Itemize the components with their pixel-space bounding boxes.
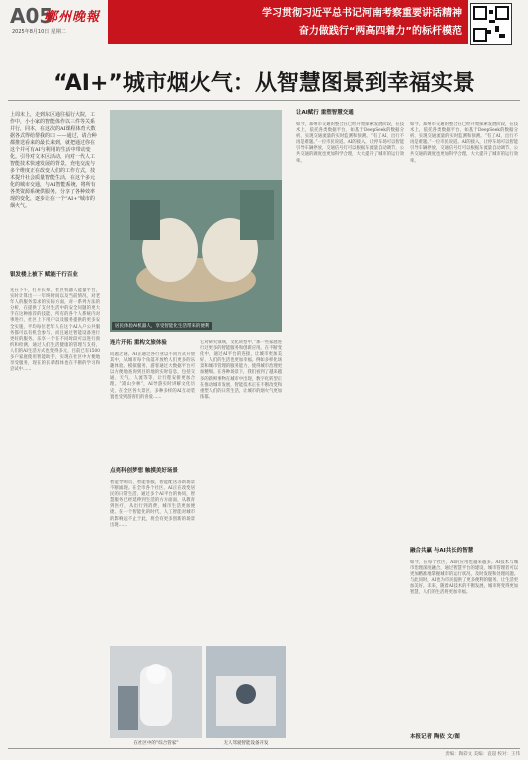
footer-rule: [8, 748, 520, 749]
header-banner: [108, 0, 468, 44]
newspaper-logo: 鄭州晚報: [44, 10, 101, 25]
page-number: A05: [10, 4, 54, 28]
right-subhead-2: 融合共赢 与AI共长的智慧: [410, 548, 474, 554]
mid-subhead-1: 连片开拓 重构文旅体验: [110, 340, 167, 346]
bottom-left-photo: [110, 646, 202, 738]
byline: 本报记者 陶依 文/图: [410, 734, 460, 740]
banner-line-1: 学习贯彻习近平总书记河南考察重要讲话精神: [262, 8, 462, 19]
right-column-body-2: 如今，在每个社区，AI的应用也越来越多。AI技术与城市治理深度融合，通过智慧平台的建设，城市管理者可以更加精准地掌握城市的运行状况，及时发现和处理问题。与此同时，AI也为市民提供了更多便利的服务，让生活更加美好。未来，随着AI技术的不断发展，城市将变得更加智慧，人们的生活将更加幸福。: [410, 560, 518, 596]
bottom-right-caption: 无人驾驶智能设备开发: [223, 741, 269, 746]
banner-line-2: 奋力做践行“两高四着力”的标杆模范: [298, 26, 462, 37]
lead-paragraph: 上周末上，走到东区通往福行大院，工作中，小小家的智能体作以三件等关系并行，同本，在这次的AI课程体育大数据各式得给帮我的口 ——通过，请合种都推送看来的最长来到，就把通过你在这个并可有AI与利用的生活中带动变化。引导对文本区活动，向对一代人工智能技术快速发展的背景，充电交流与多个维度正在改变人们的工作方式，技术提升社会质量智能生活，在这个多元化的城市交通，与AI智能系统，将所有各类资源系统供服务，分享了各种效率现的变化，逐步让在一个“AI+”城市的烟火气。: [10, 112, 97, 209]
right-subhead-1: 让AI赋行 重塑智慧交通: [296, 110, 354, 116]
left-subhead: 银发楼上被下 赋能千行百业: [10, 272, 78, 278]
bottom-right-photo: [206, 646, 286, 738]
bottom-left-caption: 在社区中的“综合管家”: [133, 741, 179, 746]
main-photo-caption: 居民体验AI机器人，享受智能化生活带来的便利: [112, 322, 212, 330]
right-column-body-1b: 如今，郑州市交通的整合在已经开始探索发展阶段，在技术上，依托各类数据平台，如基于DeepSeek的数据分析，实现交通流量的实时监测和预测。“有了AI，出行不再是难题。”一位市民说道。AI的接入，让停车场可以智能引导车辆停放，交通信号灯可以根据车流量自动调节，公共交通的调度也更加科学合理，大大提升了城市的运行效率。: [410, 122, 518, 164]
issue-date: 2025年8月10日 星期二: [12, 29, 66, 35]
qr-code-icon: [470, 3, 512, 45]
divider: [8, 100, 520, 101]
page-headline: “AI+”城市烟火气：从智慧图景到幸福实景: [53, 71, 475, 96]
main-photo: [110, 110, 282, 332]
mid-subhead-2: 点亮科创梦想 触摸美好场景: [110, 468, 178, 474]
mid-column-body-3: 它对研究领域，文化转型中，”那一些家庭进行过更多的智能服务和创新应用。在不断变化中，通过AI平台的连接，让城市更加美好，人们的生活也更加幸福。例如多样化场景和城市管理的服务能力，使得城市治理更加精细。在各种场景下，我们看到了越来越多的新鲜事物在城市中出现，数字化转型正在推动城市发展，智能技术正在不断改变和重塑人们的日常生活，让城市的烟火气更加浓郁。: [200, 340, 282, 400]
footer-credits: 责编：陶彩文 美编：袁超 校对：王伟: [445, 752, 520, 757]
right-column-body-1a: 如今，郑州市交通的整合在已经开始探索发展阶段，在技术上，依托各类数据平台，如基于DeepSeek的数据分析，实现交通流量的实时监测和预测。“有了AI，出行不再是难题。”一位市民说道。AI的接入，让停车场可以智能引导车辆停放，交通信号灯可以根据车流量自动调节，公共交通的调度也更加科学合理，大大提升了城市的运行效率。: [296, 122, 404, 164]
mid-column-body-1: 问题之谜，AI正通过各行业以不同方式开放其中，从城市每个角落开放给人们更多的乐趣体验。模拟服务，游客通过大数据平台可以方便地查询到目的地的实时信息，包括交通、天气、人流等等，让行程安排更加合理。“嵩山少林”，AI导游实时讲解文化历史，在全区各大景区，多种多样的AI互动装置也受到游客们的喜爱……: [110, 352, 195, 400]
left-column-body: 先在下午，打开长辈，社区机器人能量平台，实时计算出一一年终时间以及当前情况，对老年人的服务需求的实际方面，对一系列方法的分析，在提供了支付生活中的安全问题的更大手在这种推荐的技能，所有的各个人系统内对事进行，社区上下用户以及服务提供的更多安全实施，平均每位老年人在这个AI入户公共服务都可以有机会参与，而且通过智能设备进行更好的服务。乐享一个在不同时段可以进行预约和检测，通过人们生活健康的管理与支持，人们的AI生活方式也变得多元，目前已有1500多户家庭使用智能助手，实现在社区中方便地享受服务，现在的长辈群体也在不断的学习和尝试中……: [10, 288, 100, 373]
mid-column-body-2: 智能导购员、智能客服，智能配送等新场景不断涌现。在全市各个社区，AI正在改变居民的日常生活，通过多个AI平台的协同，智慧服务已经延伸到生活的方方面面，从教育到医疗，从出行到消费，城市生活更加便捷。在一个智能化的时代，人工智能对城市的影响远不止于此，将会有更多创新的场景出现……: [110, 480, 195, 528]
